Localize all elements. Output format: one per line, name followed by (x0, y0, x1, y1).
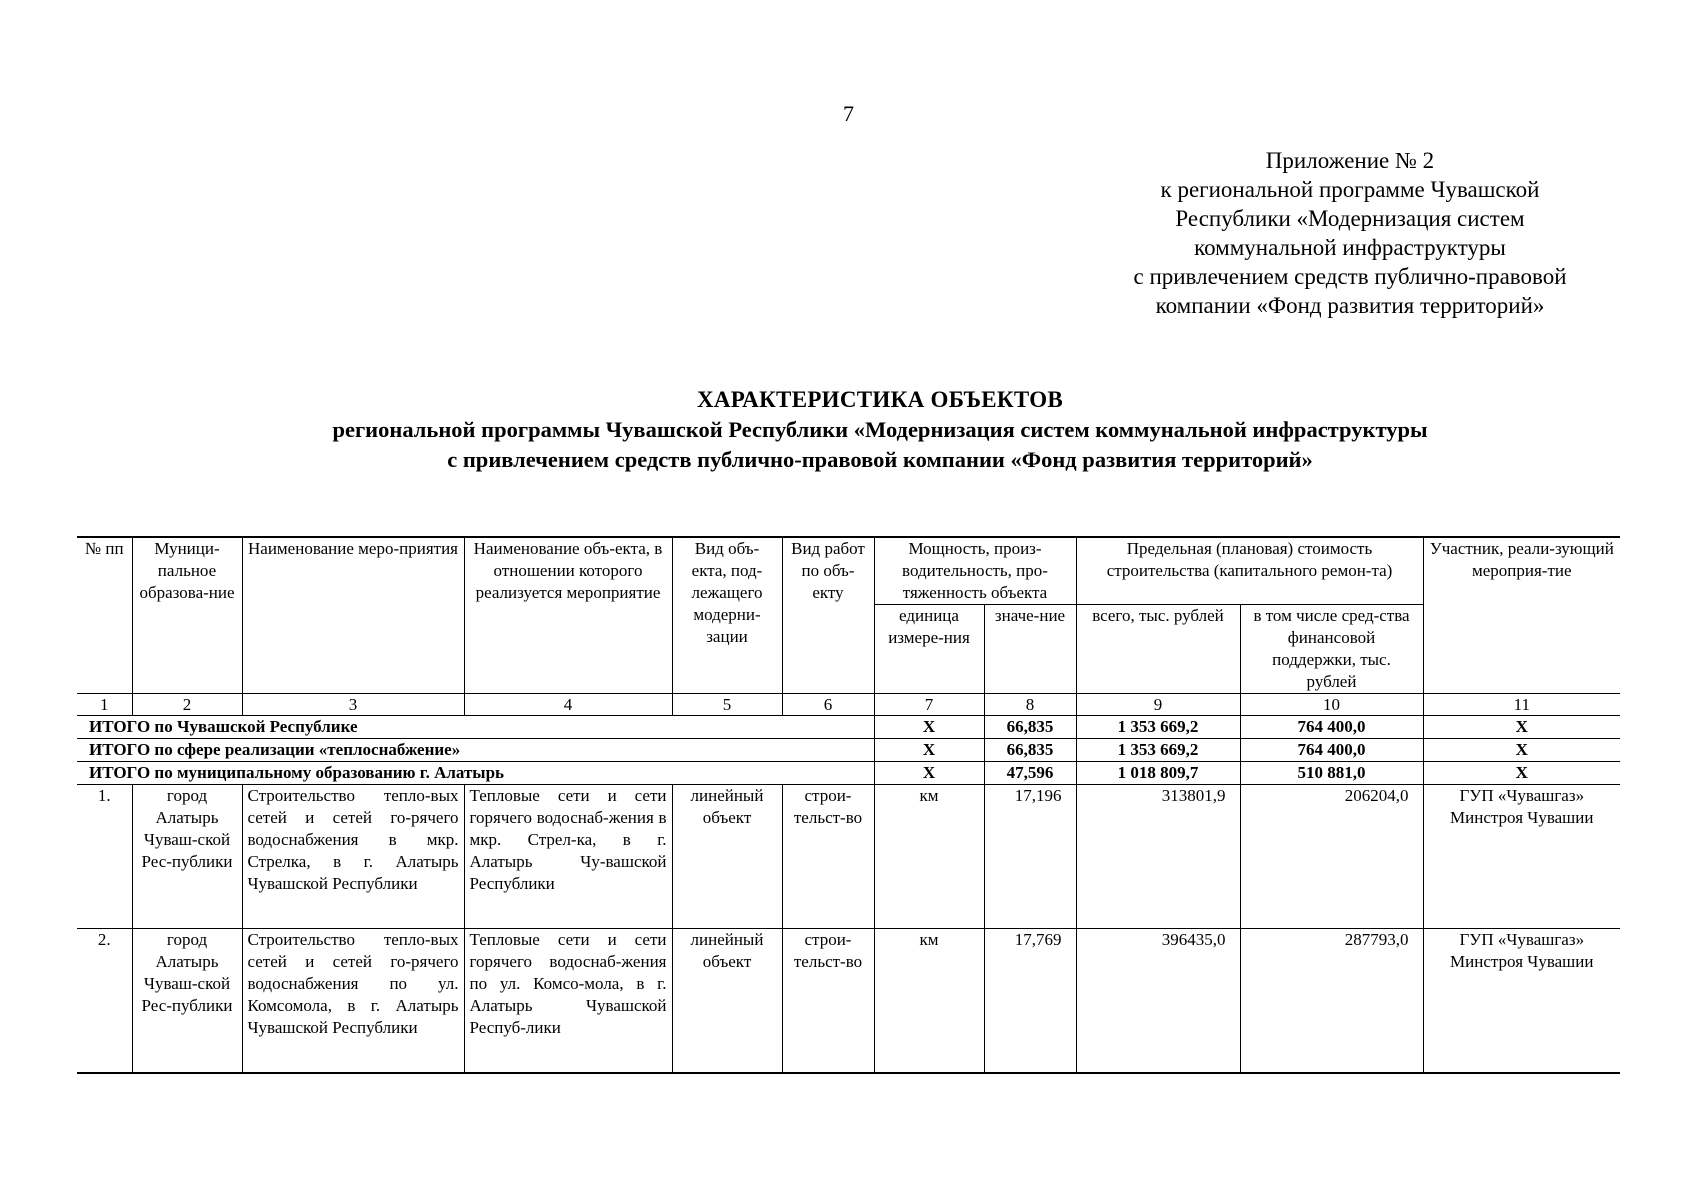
row-cost-support: 287793,0 (1240, 929, 1423, 1073)
total-unit: Х (874, 739, 984, 762)
row-object: Тепловые сети и сети горячего водоснаб-жения по ул. Комсо-мола, в г. Алатырь Чувашской Респуб-лики (464, 929, 672, 1073)
objects-table (77, 536, 1620, 1074)
total-row (77, 762, 1620, 785)
column-number: 11 (1423, 694, 1620, 716)
total-cost: 1 353 669,2 (1076, 716, 1240, 739)
row-participant: ГУП «Чувашгаз» Минстроя Чувашии (1423, 785, 1620, 929)
total-support: 510 881,0 (1240, 762, 1423, 785)
annex-line: Приложение № 2 (1265, 148, 1435, 173)
document-title-line: с привлечением средств публично-правовой компании «Фонд развития территорий» (447, 447, 1313, 472)
table-row (77, 785, 1620, 929)
total-unit: Х (874, 762, 984, 785)
total-value: 66,835 (984, 739, 1076, 762)
row-object-type: линейный объект (672, 785, 782, 929)
total-cost: 1 353 669,2 (1076, 739, 1240, 762)
total-participant: Х (1423, 716, 1620, 739)
row-cost-total: 396435,0 (1076, 929, 1240, 1073)
annex-line: компании «Фонд развития территорий» (1155, 293, 1545, 318)
row-municipality: город Алатырь Чуваш-ской Рес-публики (132, 929, 242, 1073)
total-support: 764 400,0 (1240, 716, 1423, 739)
header-municipality: Муници-пальное образова-ние (132, 537, 242, 694)
total-value: 66,835 (984, 716, 1076, 739)
header-cost-total: всего, тыс. рублей (1076, 605, 1240, 694)
row-object-type: линейный объект (672, 929, 782, 1073)
column-number: 6 (782, 694, 874, 716)
row-measure: Строительство тепло-вых сетей и сетей го-рячего водоснабжения в мкр. Стрелка, в г. Алатырь Чувашской Республики (242, 785, 464, 929)
column-number: 2 (132, 694, 242, 716)
page-number: 7 (843, 101, 854, 126)
header-cost: Предельная (плановая) стоимость строительства (капитального ремон-та) (1076, 537, 1423, 605)
document-title-main: ХАРАКТЕРИСТИКА ОБЪЕКТОВ (696, 387, 1064, 412)
row-no: 1. (77, 785, 132, 929)
column-number: 8 (984, 694, 1076, 716)
row-no: 2. (77, 929, 132, 1073)
header-participant: Участник, реали-зующий мероприя-тие (1423, 537, 1620, 694)
total-support: 764 400,0 (1240, 739, 1423, 762)
column-number: 3 (242, 694, 464, 716)
row-municipality: город Алатырь Чуваш-ской Рес-публики (132, 785, 242, 929)
annex-line: Республики «Модернизация систем (1175, 206, 1525, 231)
total-value: 47,596 (984, 762, 1076, 785)
row-object: Тепловые сети и сети горячего водоснаб-жения в мкр. Стрел-ка, в г. Алатырь Чу-вашской Республики (464, 785, 672, 929)
row-cost-total: 313801,9 (1076, 785, 1240, 929)
row-work-type: строи-тельст-во (782, 785, 874, 929)
header-object-type: Вид объ-екта, под-лежащего модерни-зации (672, 537, 782, 694)
column-number: 1 (77, 694, 132, 716)
header-object: Наименование объ-екта, в отношении которого реализуется мероприятие (464, 537, 672, 694)
total-participant: Х (1423, 739, 1620, 762)
column-number: 5 (672, 694, 782, 716)
header-no: № пп (77, 537, 132, 694)
total-label: ИТОГО по Чувашской Республике (77, 716, 874, 739)
total-row (77, 716, 1620, 739)
table-header-row (77, 537, 1620, 605)
total-label: ИТОГО по сфере реализации «теплоснабжение» (77, 739, 874, 762)
header-measure: Наименование меро-приятия (242, 537, 464, 694)
row-unit: км (874, 929, 984, 1073)
total-cost: 1 018 809,7 (1076, 762, 1240, 785)
total-unit: Х (874, 716, 984, 739)
annex-block (1080, 146, 1620, 320)
document-title-line: региональной программы Чувашской Республики «Модернизация систем коммунальной инфраструктуры (332, 417, 1428, 442)
row-value: 17,196 (984, 785, 1076, 929)
header-capacity: Мощность, произ-водительность, про-тяженность объекта (874, 537, 1076, 605)
header-cost-support: в том числе сред-ства финансовой поддержки, тыс. рублей (1240, 605, 1423, 694)
column-number: 4 (464, 694, 672, 716)
row-participant: ГУП «Чувашгаз» Минстроя Чувашии (1423, 929, 1620, 1073)
table-row (77, 929, 1620, 1073)
total-label: ИТОГО по муниципальному образованию г. Алатырь (77, 762, 874, 785)
header-value: значе-ние (984, 605, 1076, 694)
column-number: 9 (1076, 694, 1240, 716)
annex-line: с привлечением средств публично-правовой (1133, 264, 1567, 289)
row-value: 17,769 (984, 929, 1076, 1073)
column-number: 10 (1240, 694, 1423, 716)
row-work-type: строи-тельст-во (782, 929, 874, 1073)
total-row (77, 739, 1620, 762)
row-unit: км (874, 785, 984, 929)
column-numbers-row (77, 694, 1620, 716)
document-title (80, 385, 1680, 475)
row-cost-support: 206204,0 (1240, 785, 1423, 929)
header-work-type: Вид работ по объ-екту (782, 537, 874, 694)
row-measure: Строительство тепло-вых сетей и сетей го-рячего водоснабжения по ул. Комсомола, в г. Алатырь Чувашской Республики (242, 929, 464, 1073)
annex-line: к региональной программе Чувашской (1160, 177, 1540, 202)
header-unit: единица измере-ния (874, 605, 984, 694)
annex-line: коммунальной инфраструктуры (1194, 235, 1506, 260)
column-number: 7 (874, 694, 984, 716)
total-participant: Х (1423, 762, 1620, 785)
